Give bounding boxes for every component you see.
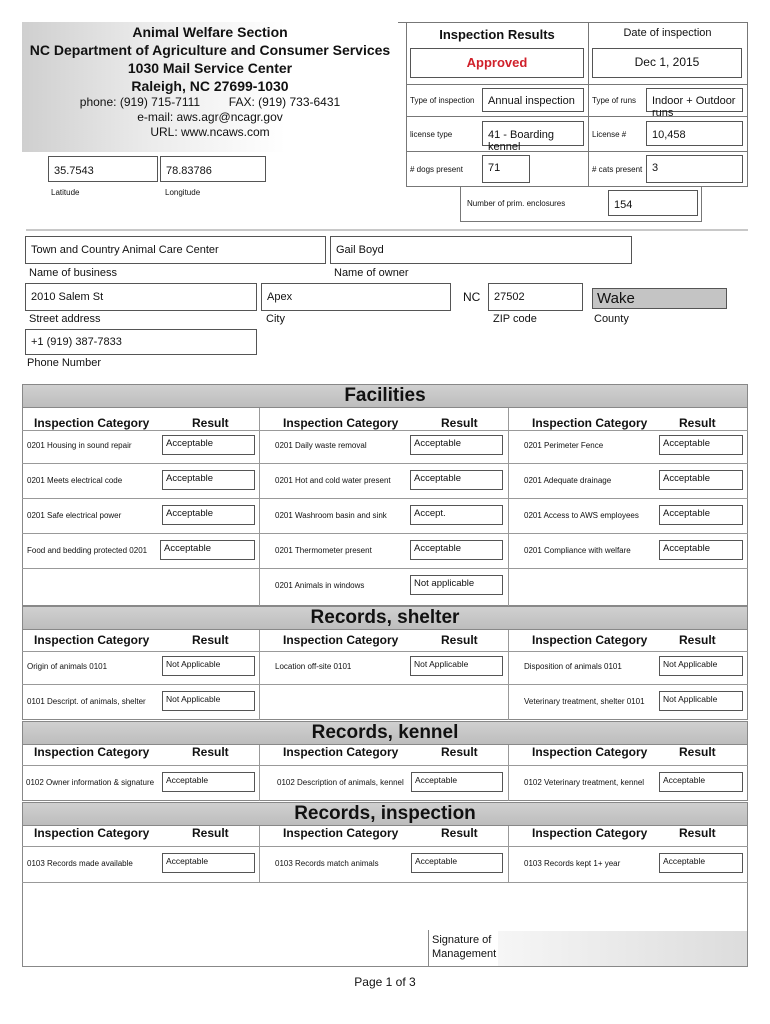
contact-phone-fax: [22, 95, 398, 110]
divider: [26, 229, 748, 231]
department-name: NC Department of Agriculture and Consumer Services: [29, 42, 391, 58]
category-label: 0201 Access to AWS employees: [524, 511, 639, 520]
col-header-result: Result: [679, 633, 716, 647]
col-header-category: Inspection Category: [34, 826, 150, 840]
col-header-result: Result: [192, 826, 229, 840]
grid-line: [22, 684, 748, 685]
enclosures-label: Number of prim. enclosures: [467, 199, 566, 208]
result-field[interactable]: Acceptable: [162, 853, 255, 873]
result-field[interactable]: Not Applicable: [162, 656, 255, 676]
license-number-field[interactable]: 10,458: [646, 121, 743, 146]
grid-line: [406, 151, 748, 152]
license-number-label: License #: [592, 130, 627, 139]
col-header-category: Inspection Category: [283, 633, 399, 647]
owner-name-field[interactable]: Gail Boyd: [330, 236, 632, 264]
result-field[interactable]: Acceptable: [410, 540, 503, 560]
business-name-field[interactable]: Town and Country Animal Care Center: [25, 236, 326, 264]
col-header-result: Result: [441, 745, 478, 759]
type-runs-field[interactable]: Indoor + Outdoor runs: [646, 88, 743, 112]
result-field[interactable]: Acceptable: [659, 853, 743, 873]
approval-status[interactable]: Approved: [410, 48, 584, 78]
col-header-result: Result: [192, 745, 229, 759]
category-label: Location off-site 0101: [275, 662, 352, 671]
category-label: 0201 Compliance with welfare: [524, 546, 631, 555]
col-header-category: Inspection Category: [283, 826, 399, 840]
grid-line: [508, 745, 509, 801]
result-field[interactable]: Acceptable: [411, 772, 503, 792]
col-header-result: Result: [679, 416, 716, 430]
category-label: 0201 Housing in sound repair: [27, 441, 132, 450]
signature-field[interactable]: [498, 931, 747, 966]
city-address: Raleigh, NC 27699-1030: [131, 78, 289, 94]
license-type-field[interactable]: 41 - Boarding kennel: [482, 121, 584, 146]
category-label: 0201 Meets electrical code: [27, 476, 123, 485]
grid-line: [259, 745, 260, 801]
col-header-result: Result: [679, 745, 716, 759]
col-header-result: Result: [192, 416, 229, 430]
category-label: 0103 Records kept 1+ year: [524, 859, 621, 868]
mail-address: 1030 Mail Service Center: [127, 60, 293, 76]
category-label: Disposition of animals 0101: [524, 662, 622, 671]
category-label: 0201 Thermometer present: [275, 546, 372, 555]
state-value: NC: [463, 290, 481, 304]
grid-line: [22, 882, 748, 883]
records-shelter-title: Records, shelter: [22, 606, 748, 630]
type-inspection-label: Type of inspection: [410, 96, 475, 105]
category-label: 0201 Hot and cold water present: [275, 476, 391, 485]
grid-line: [398, 22, 748, 23]
grid-line: [406, 116, 748, 117]
grid-line: [22, 430, 748, 431]
result-field[interactable]: Acceptable: [411, 853, 503, 873]
col-header-category: Inspection Category: [532, 745, 648, 759]
result-field[interactable]: Acceptable: [410, 470, 503, 490]
col-header-category: Inspection Category: [34, 745, 150, 759]
category-label: 0101 Descript. of animals, shelter: [27, 697, 146, 706]
grid-line: [508, 630, 509, 720]
result-field[interactable]: Not Applicable: [659, 656, 743, 676]
result-field[interactable]: Acceptable: [659, 772, 743, 792]
owner-name-label: Name of owner: [334, 267, 409, 279]
grid-line: [508, 408, 509, 606]
result-field[interactable]: Not Applicable: [162, 691, 255, 711]
date-label: Date of inspection: [623, 27, 712, 39]
category-label: 0102 Owner information & signature: [26, 778, 155, 787]
col-header-category: Inspection Category: [532, 826, 648, 840]
col-header-category: Inspection Category: [34, 416, 150, 430]
grid-line: [428, 930, 429, 967]
type-runs-label: Type of runs: [592, 96, 637, 105]
result-field[interactable]: Acceptable: [659, 505, 743, 525]
latitude-field[interactable]: 35.7543: [48, 156, 158, 182]
agency-fax: FAX: (919) 733-6431: [228, 95, 341, 109]
category-label: 0103 Records match animals: [275, 859, 379, 868]
grid-line: [406, 22, 407, 186]
col-header-category: Inspection Category: [532, 633, 648, 647]
grid-line: [406, 84, 748, 85]
county-label: County: [594, 313, 629, 325]
category-label: 0201 Perimeter Fence: [524, 441, 604, 450]
grid-line: [22, 533, 748, 534]
category-label: 0201 Safe electrical power: [27, 511, 122, 520]
col-header-result: Result: [441, 826, 478, 840]
col-header-result: Result: [441, 633, 478, 647]
facilities-title: Facilities: [22, 384, 748, 408]
result-field[interactable]: Acceptable: [659, 470, 743, 490]
enclosures-field[interactable]: 154: [608, 190, 698, 216]
result-field[interactable]: Not Applicable: [659, 691, 743, 711]
result-field[interactable]: Accept.: [410, 505, 503, 525]
result-field[interactable]: Acceptable: [410, 435, 503, 455]
signature-label-line2: Management: [432, 948, 497, 960]
grid-line: [22, 846, 748, 847]
zip-label: ZIP code: [493, 313, 537, 325]
signature-label-line1: Signature of: [432, 934, 492, 946]
date-field[interactable]: Dec 1, 2015: [592, 48, 742, 78]
grid-line: [259, 826, 260, 882]
cats-present-label: # cats present: [592, 165, 643, 174]
col-header-category: Inspection Category: [34, 633, 150, 647]
grid-line: [22, 568, 748, 569]
facilities-table: [22, 408, 748, 606]
dogs-present-label: # dogs present: [410, 165, 463, 174]
cats-present-field[interactable]: 3: [646, 155, 743, 183]
dogs-present-field[interactable]: 71: [482, 155, 530, 183]
agency-url: URL: www.ncaws.com: [150, 125, 270, 139]
section-name: Animal Welfare Section: [132, 24, 288, 40]
result-field[interactable]: Acceptable: [659, 435, 743, 455]
grid-line: [747, 22, 748, 186]
longitude-field[interactable]: 78.83786: [160, 156, 266, 182]
street-field[interactable]: 2010 Salem St: [25, 283, 257, 311]
category-label: 0201 Daily waste removal: [275, 441, 367, 450]
category-label: Origin of animals 0101: [27, 662, 108, 671]
type-inspection-field[interactable]: Annual inspection: [482, 88, 584, 112]
category-label: Veterinary treatment, shelter 0101: [524, 697, 645, 706]
results-title: Inspection Results: [439, 27, 555, 42]
city-field[interactable]: Apex: [261, 283, 451, 311]
category-label: 0102 Veterinary treatment, kennel: [524, 778, 645, 787]
zip-field[interactable]: 27502: [488, 283, 583, 311]
grid-line: [588, 22, 589, 186]
phone-label: Phone Number: [27, 357, 101, 369]
col-header-category: Inspection Category: [283, 745, 399, 759]
agency-email: e-mail: aws.agr@ncagr.gov: [137, 110, 283, 124]
category-label: 0102 Description of animals, kennel: [277, 778, 404, 787]
agency-phone: phone: (919) 715-7111: [79, 95, 201, 109]
result-field[interactable]: Acceptable: [162, 470, 255, 490]
col-header-category: Inspection Category: [283, 416, 399, 430]
grid-line: [22, 498, 748, 499]
result-field[interactable]: Not Applicable: [410, 656, 503, 676]
grid-line: [259, 408, 260, 606]
result-field[interactable]: Acceptable: [160, 540, 255, 560]
category-label: 0103 Records made available: [27, 859, 133, 868]
result-field[interactable]: Acceptable: [162, 435, 255, 455]
business-name-label: Name of business: [29, 267, 118, 279]
records-kennel-title: Records, kennel: [22, 721, 748, 745]
category-label: 0201 Adequate drainage: [524, 476, 612, 485]
signature-label: [432, 933, 496, 961]
records-inspection-title: Records, inspection: [22, 802, 748, 826]
col-header-result: Result: [679, 826, 716, 840]
result-field[interactable]: Acceptable: [162, 505, 255, 525]
license-type-label: license type: [410, 130, 453, 139]
grid-line: [259, 630, 260, 720]
result-field[interactable]: Not applicable: [410, 575, 503, 595]
page-number: Page 1 of 3: [354, 975, 416, 989]
col-header-result: Result: [441, 416, 478, 430]
col-header-result: Result: [192, 633, 229, 647]
city-label: City: [266, 313, 285, 325]
grid-line: [508, 826, 509, 882]
phone-field[interactable]: +1 (919) 387-7833: [25, 329, 257, 355]
county-field[interactable]: Wake: [592, 288, 727, 309]
agency-header: [22, 22, 398, 152]
result-field[interactable]: Acceptable: [659, 540, 743, 560]
latitude-label: Latitude: [51, 188, 80, 197]
category-label: 0201 Washroom basin and sink: [275, 511, 387, 520]
category-label: Food and bedding protected 0201: [27, 546, 148, 555]
grid-line: [22, 765, 748, 766]
street-label: Street address: [29, 313, 101, 325]
category-label: 0201 Animals in windows: [275, 581, 365, 590]
longitude-label: Longitude: [165, 188, 201, 197]
grid-line: [22, 463, 748, 464]
grid-line: [22, 651, 748, 652]
result-field[interactable]: Acceptable: [162, 772, 255, 792]
col-header-category: Inspection Category: [532, 416, 648, 430]
